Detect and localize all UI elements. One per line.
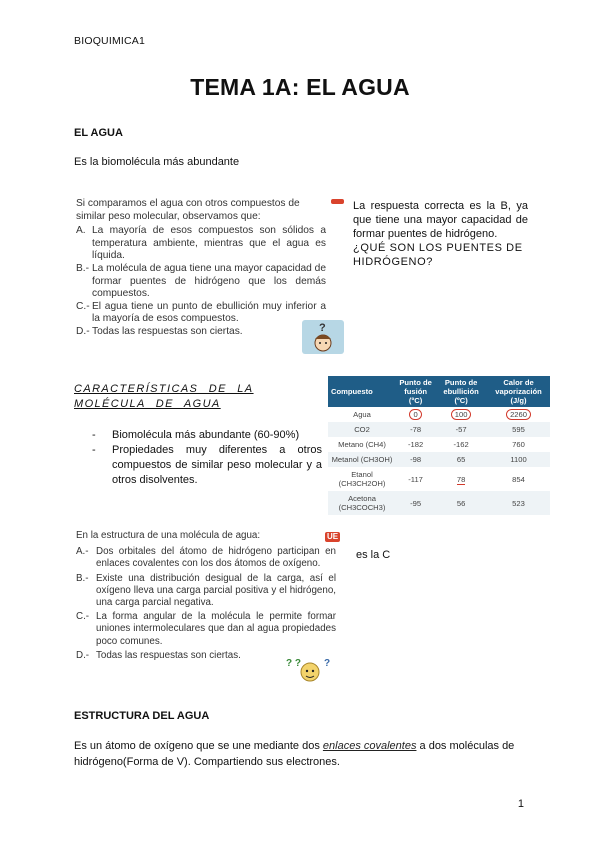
table-cell: -117 [396, 467, 435, 491]
svg-text:? ?: ? ? [286, 658, 301, 669]
table-cell: -78 [396, 422, 435, 437]
question-2-option-d: D.- Todas las respuestas son ciertas. [76, 649, 241, 661]
answer-1-marker [331, 199, 344, 204]
document-header: BIOQUIMICA1 [74, 35, 146, 47]
table-cell: 0 [396, 407, 435, 422]
section-heading-el-agua: EL AGUA [74, 127, 123, 139]
table-row [328, 491, 550, 515]
confused-face-icon [302, 320, 344, 354]
question-2-block [76, 530, 336, 662]
table-cell: 854 [487, 467, 550, 491]
table-cell: -98 [396, 452, 435, 467]
question-1-option-a: A. La mayoría de esos compuestos son sólidos a temperatura ambiente, mientras que el agua es líquida. [76, 225, 326, 262]
covalent-bonds-link[interactable]: enlaces covalentes [322, 740, 417, 752]
question-1-block [76, 198, 326, 339]
question-2-option-b: B.- Existe una distribución desigual de la carga, así el oxígeno lleva una carga parcial positiva y el hidrógeno, una carga parcial negativa. [76, 572, 336, 609]
table-cell: 78 [435, 467, 487, 491]
table-cell: -162 [435, 437, 487, 452]
svg-text:?: ? [324, 658, 331, 669]
table-cell: 100 [435, 407, 487, 422]
answer-2-text: es la C [356, 549, 391, 561]
table-cell: -182 [396, 437, 435, 452]
table-cell: 65 [435, 452, 487, 467]
table-cell: 56 [435, 491, 487, 515]
page-title: TEMA 1A: EL AGUA [190, 74, 410, 100]
table-cell: 595 [487, 422, 550, 437]
ue-tag: UE [327, 532, 339, 541]
table-cell: -57 [435, 422, 487, 437]
table-row [328, 422, 550, 437]
answer-1-question: ¿QUÉ SON LOS PUENTES DE HIDRÓGENO? [353, 242, 523, 268]
column-header: Calor de vaporización (J/g) [487, 376, 550, 407]
table-cell: CO2 [328, 422, 396, 437]
table-cell: Agua [328, 407, 396, 422]
table-row [328, 407, 550, 422]
table-row [328, 452, 550, 467]
table-cell: -95 [396, 491, 435, 515]
table-cell: 1100 [487, 452, 550, 467]
table-cell: 2260 [487, 407, 550, 422]
page-number: 1 [517, 798, 524, 810]
confused-crowd-icon [282, 654, 338, 684]
column-header: Punto de ebullición (ºC) [435, 376, 487, 407]
list-item: - Propiedades muy diferentes a otros compuestos de similar peso molecular y a otros disolventes. [92, 444, 322, 486]
table-cell: Metano (CH4) [328, 437, 396, 452]
table-cell: 523 [487, 491, 550, 515]
list-item: - Biomolécula más abundante (60-90%) [92, 429, 300, 441]
answer-1-text: La respuesta correcta es la B, ya que tiene una mayor capacidad de formar puentes de hidrógeno. [353, 200, 528, 240]
characteristics-list [92, 428, 322, 488]
section-intro: Es la biomolécula más abundante [74, 156, 240, 168]
table-cell: Metanol (CH3OH) [328, 452, 396, 467]
section-heading-caracteristicas: CARACTERÍSTICAS DE LA MOLÉCULA DE AGUA [74, 383, 254, 410]
column-header: Compuesto [328, 376, 396, 407]
table-row [328, 467, 550, 491]
table-header-row [328, 376, 550, 407]
table-cell: Acetona (CH3COCH3) [328, 491, 396, 515]
svg-text:?: ? [319, 322, 326, 334]
question-1-option-c: C.- El agua tiene un punto de ebullición muy inferior a la mayoría de esos compuestos. [76, 300, 326, 325]
table-row [328, 437, 550, 452]
question-1-option-b: B.- La molécula de agua tiene una mayor capacidad de formar puentes de hidrógeno que los demás compuestos. [76, 262, 326, 300]
properties-table [328, 376, 550, 515]
question-1-stem: Si comparamos el agua con otros compuestos de similar peso molecular, observamos que: [76, 198, 300, 222]
question-2-stem: En la estructura de una molécula de agua: [76, 530, 261, 541]
question-2-option-a: A.- Dos orbitales del átomo de hidrógeno participan en enlaces covalentes con los dos átomos de oxígeno. [76, 546, 336, 570]
structure-paragraph: Es un átomo de oxígeno que se une mediante dos enlaces covalentes a dos moléculas de hidrógeno(Forma de V). Compartiendo sus electrones. [74, 740, 515, 768]
table-cell: Etanol (CH3CH2OH) [328, 467, 396, 491]
answer-1-block [353, 199, 528, 269]
question-1-option-d: D.- Todas las respuestas son ciertas. [76, 325, 243, 337]
question-2-option-c: C.- La forma angular de la molécula le permite formar uniones intermoleculares que dan al agua propiedades poco comunes. [76, 611, 336, 647]
column-header: Punto de fusión (ºC) [396, 376, 435, 407]
section-heading-estructura: ESTRUCTURA DEL AGUA [74, 710, 210, 722]
table-cell: 760 [487, 437, 550, 452]
